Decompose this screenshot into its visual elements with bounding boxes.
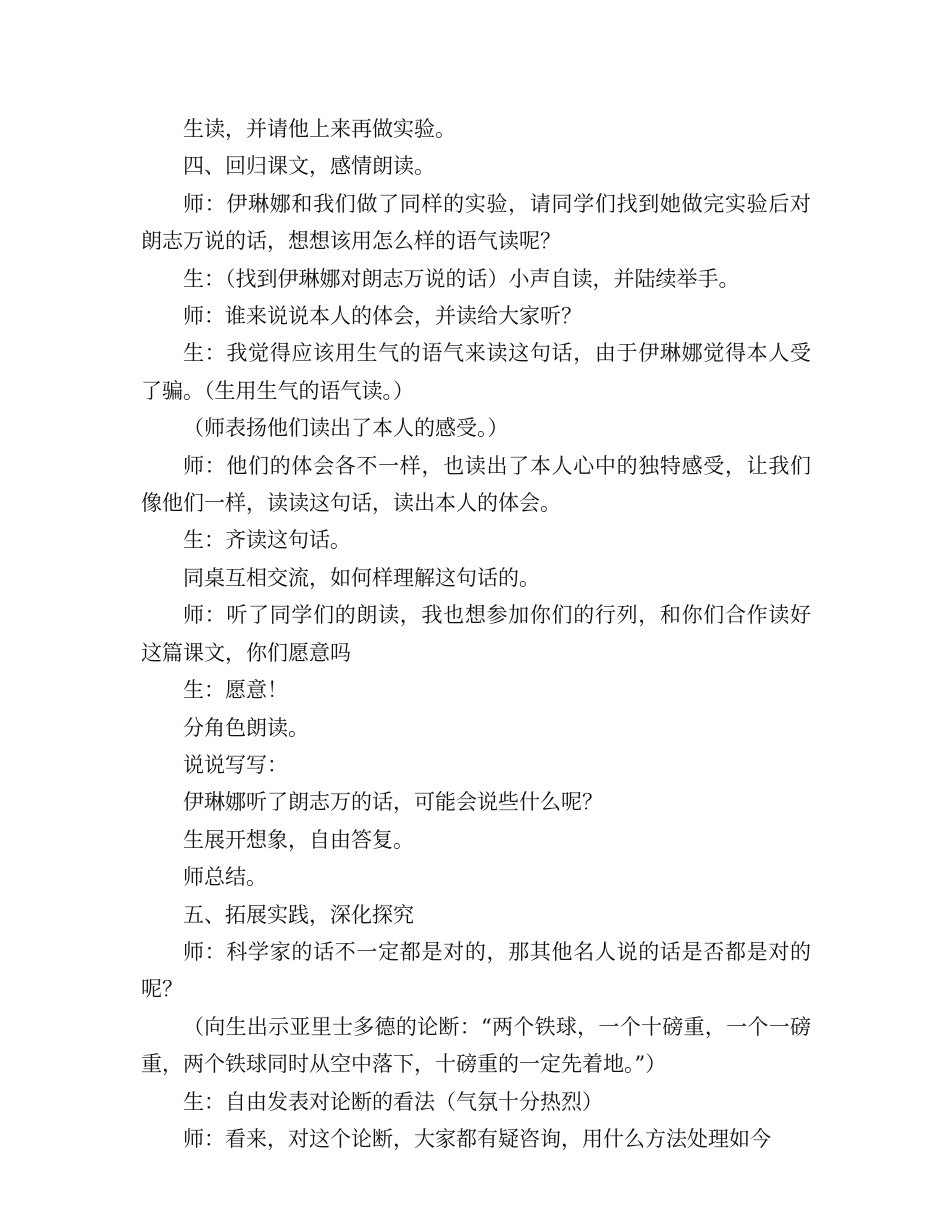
paragraph: 师：听了同学们的朗读，我也想参加你们的行列，和你们合作读好这篇课文，你们愿意吗	[141, 603, 811, 665]
paragraph: 生：（找到伊琳娜对朗志万说的话）小声自读，并陆续举手。	[183, 266, 740, 291]
paragraph: 同桌互相交流，如何样理解这句话的。	[183, 565, 540, 590]
paragraph: 师：他们的体会各不一样，也读出了本人心中的独特感受，让我们像他们一样，读读这句话，读出本人的体会。	[141, 453, 811, 516]
paragraph: 生：我觉得应该用生气的语气来读这句话，由于伊琳娜觉得本人受了骗。（生用生气的语气读。）	[141, 341, 811, 403]
document-body	[141, 111, 811, 1158]
paragraph: 师：科学家的话不一定都是对的，那其他名人说的话是否都是对的呢？	[141, 939, 811, 1002]
paragraph: （师表扬他们读出了本人的感受。）	[183, 416, 509, 441]
paragraph: 伊琳娜听了朗志万的话，可能会说些什么呢？	[183, 790, 603, 815]
paragraph: 师：谁来说说本人的体会，并读给大家听？	[183, 304, 582, 329]
paragraph: （向生出示亚里士多德的论断：“两个铁球，一个十磅重，一个一磅重，两个铁球同时从空中落下，十磅重的一定先着地。”）	[141, 1014, 811, 1077]
paragraph: 生：愿意！	[183, 678, 288, 703]
section-heading: 四、回归课文，感情朗读。	[183, 154, 435, 179]
paragraph: 生：自由发表对论断的看法（气氛十分热烈）	[183, 1089, 603, 1114]
paragraph: 师：看来，对这个论断，大家都有疑咨询，用什么方法处理如今	[183, 1126, 771, 1151]
section-heading: 五、拓展实践，深化探究	[183, 902, 414, 927]
paragraph: 生读，并请他上来再做实验。	[183, 117, 456, 141]
paragraph: 师：伊琳娜和我们做了同样的实验，请同学们找到她做完实验后对朗志万说的话，想想该用怎么样的语气读呢？	[141, 191, 811, 254]
paragraph: 说说写写：	[183, 752, 288, 777]
paragraph: 生：齐读这句话。	[183, 528, 351, 553]
paragraph: 师总结。	[183, 865, 267, 890]
paragraph: 分角色朗读。	[183, 715, 309, 740]
paragraph: 生展开想象，自由答复。	[183, 827, 414, 852]
